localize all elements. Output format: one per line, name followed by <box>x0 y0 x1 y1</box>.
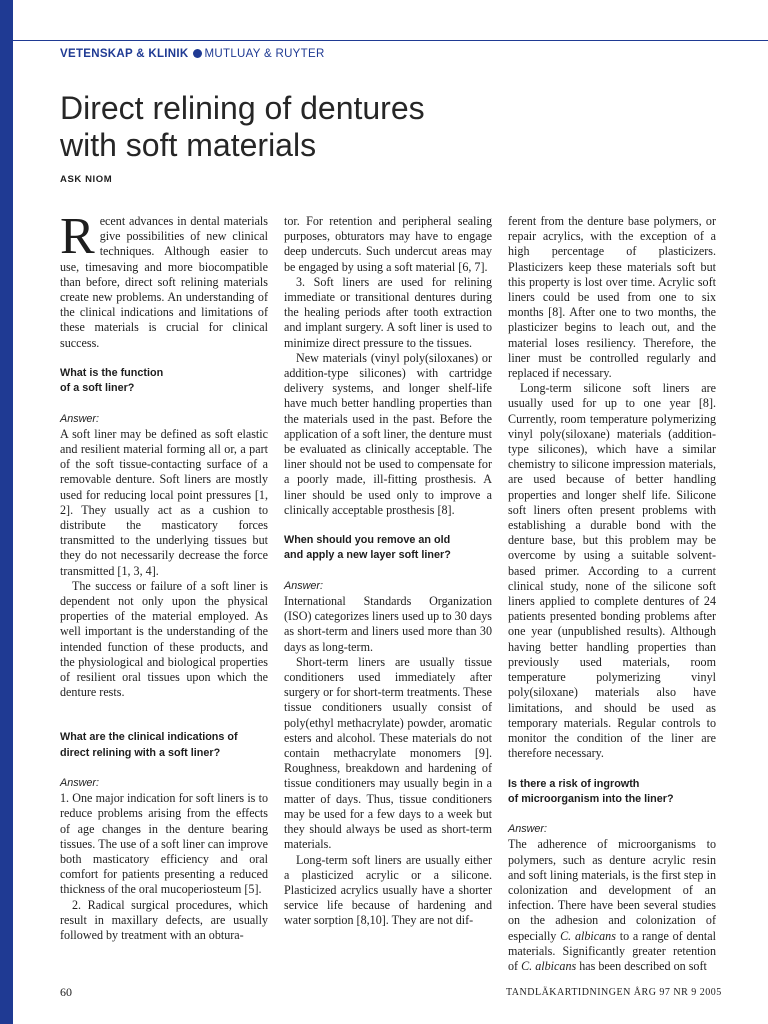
body-paragraph: New materials (vinyl poly(siloxanes) or addition-type silicones) with cartridge delivery systems, and longer shelf-life have much better handling properties than the materials used in the past. Before the application of a soft liner, the denture must be evaluated as clinically acceptable. The liner should not be used to compensate for a poorly made, ill-fitting prosthesis. A liner should be used only to improve a clinically acceptable prosthesis [8]. <box>284 350 492 517</box>
species-name: C. albicans <box>560 928 616 943</box>
article-title <box>60 90 700 164</box>
answer-label: Answer: <box>60 412 100 425</box>
title-line-2: with soft materials <box>60 127 317 163</box>
body-paragraph: A soft liner may be defined as soft elastic and resilient material forming all or, a part of the soft tissue-contacting surface of a removable denture. Soft liners are mostly used for reducing local point pressures [1, 2]. They usually act as a cushion to distribute the masticatory forces transmitted to the underlying tissues but they do not necessarily decrease the force transmitted [1, 3, 4]. <box>60 426 268 578</box>
column-1 <box>60 208 268 943</box>
body-paragraph: 1. One major indication for soft liners is to reduce problems arising from the effects of age changes in the denture bearing tissues. The use of a soft liner can improve both masticatory efficiency and oral comfort for patients presenting a reduced thickness of the oral mucoperiosteum [5]. <box>60 791 268 897</box>
body-paragraph: International Standards Organization (ISO) categorizes liners used up to 30 days as short-term and liners used more than 30 days as long-term. <box>284 594 492 654</box>
header-rule <box>13 40 768 41</box>
question-heading-3: When should you remove an old and apply a new layer soft liner? <box>284 534 451 562</box>
running-header <box>60 48 325 60</box>
body-paragraph: The adherence of microorganisms to polymers, such as denture acrylic resin and soft lining materials, is the first step in colonization and development of an infection. There have been several studies on the adhesion and colonization of especially C. albicans to a range of dental materials. Significantly greater retention of C. albicans has been described on soft <box>508 837 716 973</box>
body-paragraph: 2. Radical surgical procedures, which result in maxillary defects, are usually followed by treatment with an obtura- <box>60 897 268 943</box>
body-paragraph: The success or failure of a soft liner is dependent not only upon the physical properties of the material employed. As well important is the understanding of the intended function of these products, and the physiological and biological properties of resilient oral tissues upon which the denture rests. <box>60 578 268 700</box>
bullet-dot-icon <box>193 49 202 58</box>
answer-label: Answer: <box>508 823 548 836</box>
answer-label: Answer: <box>284 579 324 592</box>
question-heading-2: What are the clinical indications of direct relining with a soft liner? <box>60 731 238 759</box>
body-paragraph: tor. For retention and peripheral sealing purposes, obturators may have to engage deep undercuts. Such undercut areas may be engaged by using a soft material [6, 7]. <box>284 214 492 274</box>
answer-label: Answer: <box>60 777 100 790</box>
header-authors: MUTLUAY & RUYTER <box>204 48 325 60</box>
title-line-1: Direct relining of dentures <box>60 90 425 126</box>
drop-cap: R <box>60 208 95 265</box>
journal-footer: TANDLÄKARTIDNINGEN ÅRG 97 NR 9 2005 <box>506 987 722 998</box>
intro-paragraph <box>60 208 268 351</box>
body-paragraph: ferent from the denture base polymers, or repair acrylics, with the exception of a high percentage of plasticizers. Plasticizers keep these materials soft but this property is lost over time. Acrylic soft liners could be used from one to six months [8]. After one to two months, the plasticizer begins to leach out, and the material loses resiliency. Therefore, the liner must be controlled regularly and replaced if necessary. <box>508 214 716 381</box>
body-paragraph: Short-term liners are usually tissue conditioners used immediately after surgery or for short-term treatments. These tissue conditioners usually consist of poly(ethyl methacrylate) powder, aromatic esters and alcohol. These materials do not contain methacrylate monomers [9]. Roughness, breakdown and hardening of tissue conditioners may usually begin in a matter of days. Thus, tissue conditioners may be used for a few days to a week but they should always be used as short-term materials. <box>284 654 492 852</box>
intro-text: ecent advances in dental materials give possibilities of new clinical techniques. Although easier to use, timesaving and more biocompatible than before, direct soft relining materials create new problems. An understanding of the clinical indications and limitations of these materials is crucial for clinical success. <box>60 214 268 350</box>
question-heading-4: Is there a risk of ingrowth of microorganism into the liner? <box>508 777 674 805</box>
page-number: 60 <box>60 985 72 999</box>
left-accent-bar <box>0 0 13 1024</box>
body-paragraph: 3. Soft liners are used for relining immediate or transitional dentures during the healing periods after tooth extraction and implant surgery. A soft liner is used to minimize direct pressure to the tissues. <box>284 274 492 350</box>
species-name: C. albicans <box>521 958 577 973</box>
body-paragraph: Long-term silicone soft liners are usually used for up to one year [8]. Currently, room temperature polymerizing vinyl poly(siloxane) materials (addition-type silicones), which have a similar chemistry to silicone impression materials, are used because of better handling properties and longer shelf life. Silicone soft liners often present problems with establishing a durable bond with the denture base, but this problem may be overcome by using a suitable solvent-based primer. According to a current clinical study, none of the silicone soft liners applied to complete dentures of 24 patients presented bonding problems after one year (unpublished results). Although having better handling properties than previously used materials, room temperature polymerizing vinyl poly(siloxane) materials also have limitations, and should be used as temporary materials. Regular controls to monitor the condition of the liner are therefore necessary. <box>508 381 716 761</box>
column-3 <box>508 214 716 974</box>
byline: ASK NIOM <box>60 174 113 185</box>
question-heading-1: What is the function of a soft liner? <box>60 367 164 395</box>
section-label: VETENSKAP & KLINIK <box>60 48 189 60</box>
body-paragraph: Long-term soft liners are usually either a plasticized acrylic or a silicone. Plasticized acrylics usually have a shorter service life because of hardening and water sorption [8,10]. They are not dif- <box>284 852 492 928</box>
column-2 <box>284 214 492 929</box>
